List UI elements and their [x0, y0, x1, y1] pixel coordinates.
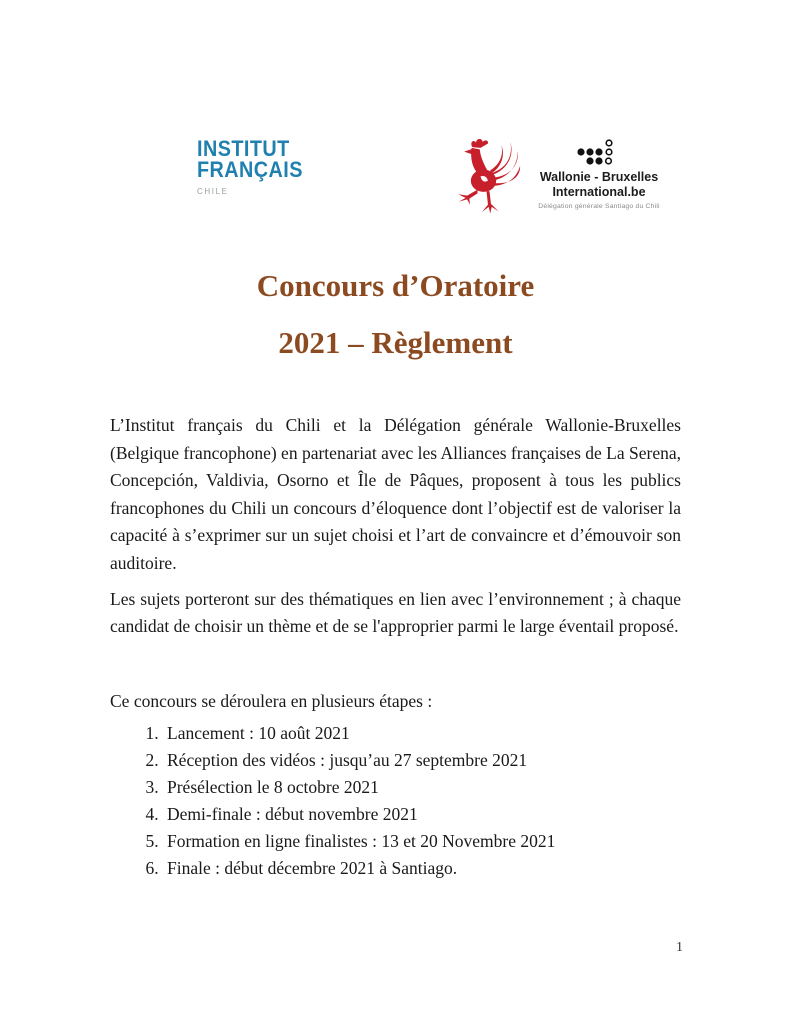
list-item	[163, 747, 681, 774]
title-line1: Concours d’Oratoire	[256, 268, 535, 303]
step-label: Réception des vidéos : jusqu’au 27 septembre 2021	[167, 750, 528, 771]
wbi-dots-icon	[568, 139, 630, 166]
list-item	[163, 828, 681, 855]
step-label: Finale : début décembre 2021 à Santiago.	[167, 858, 458, 879]
step-label: Lancement : 10 août 2021	[167, 723, 350, 744]
step-label: Présélection le 8 octobre 2021	[167, 777, 379, 798]
steps-list	[110, 720, 681, 882]
paragraph-introduction: L’Institut français du Chili et la Délégation générale Wallonie-Bruxelles (Belgique francophone) en partenariat avec les Alliances françaises de La Serena, Concepción, Valdivia, Osorno et Île de Pâques, proposent à tous les publics francophones du Chili un concours d’éloquence dont l’objectif est de valoriser la capacité à s’exprimer sur un sujet choisi et l’art de convaincre et d’émouvoir son auditoire.	[110, 415, 681, 573]
wbi-org-name-line1: Wallonie - Bruxelles	[539, 170, 659, 184]
institut-francais-line1: INSTITUT	[197, 136, 290, 161]
page-number: 1	[676, 940, 683, 955]
wbi-text-block	[533, 136, 665, 210]
list-item	[163, 855, 681, 882]
institut-francais-line2: FRANÇAIS	[197, 157, 303, 182]
wbi-org-name-line2: International.be	[552, 185, 646, 199]
institut-francais-country: CHILE	[197, 187, 229, 196]
paragraph-themes: Les sujets porteront sur des thématiques en lien avec l’environnement ; à chaque candidat de choisir un thème et de se l'approprier parmi le large éventail proposé.	[110, 588, 681, 637]
list-item	[163, 801, 681, 828]
title-line2: 2021 – Règlement	[278, 325, 513, 360]
document-body	[110, 412, 681, 882]
steps-intro: Ce concours se déroulera en plusieurs étapes :	[110, 690, 433, 711]
document-title	[0, 268, 791, 361]
header-logos	[0, 136, 791, 226]
step-label: Demi-finale : début novembre 2021	[167, 804, 418, 825]
wallonie-bruxelles-logo	[447, 136, 665, 218]
step-label: Formation en ligne finalistes : 13 et 20 Novembre 2021	[167, 831, 556, 852]
list-item	[163, 774, 681, 801]
institut-francais-logo	[197, 138, 315, 196]
wbi-delegation-subtitle: Délégation générale Santiago du Chili	[538, 203, 660, 210]
walloon-rooster-icon	[447, 136, 523, 218]
list-item	[163, 720, 681, 747]
